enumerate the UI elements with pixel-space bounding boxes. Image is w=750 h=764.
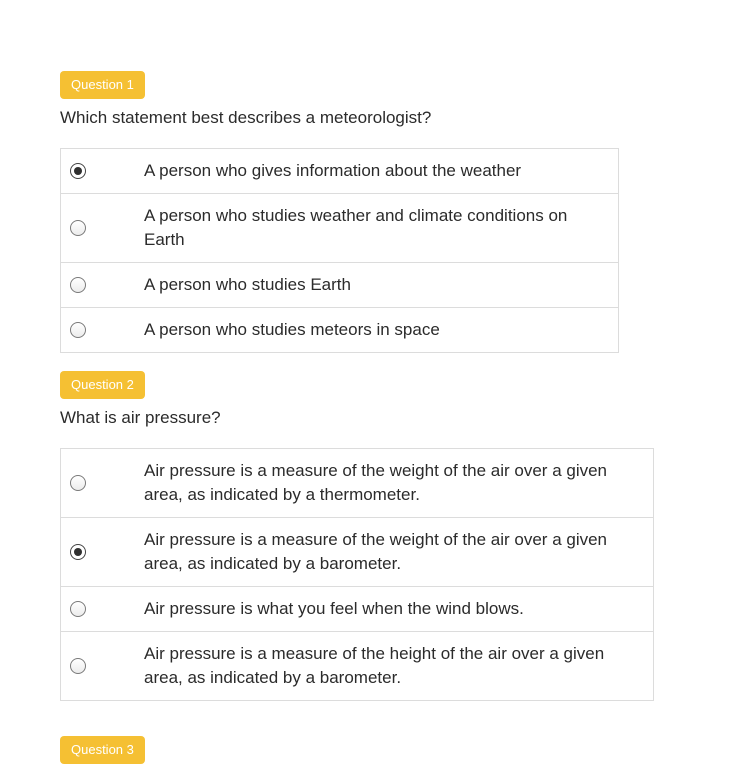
answer-option[interactable] (61, 587, 654, 632)
answer-option[interactable] (61, 194, 619, 263)
radio-button[interactable] (70, 475, 86, 491)
answer-option[interactable] (61, 449, 654, 518)
answer-option[interactable] (61, 263, 619, 308)
answer-text: Air pressure is a measure of the weight of the air over a given area, as indicated by a barometer. (128, 518, 654, 587)
radio-button[interactable] (70, 277, 86, 293)
question-badge: Question 3 (60, 736, 145, 764)
question-badge: Question 1 (60, 71, 145, 99)
radio-button[interactable] (70, 601, 86, 617)
answer-text: A person who studies meteors in space (128, 308, 619, 353)
answer-text: A person who studies weather and climate conditions on Earth (128, 194, 619, 263)
question-prompt: What is air pressure? (60, 408, 221, 427)
answer-option[interactable] (61, 518, 654, 587)
answer-text: Air pressure is a measure of the height of the air over a given area, as indicated by a barometer. (128, 632, 654, 701)
answer-choices (60, 148, 619, 353)
radio-button[interactable] (70, 220, 86, 236)
question-badge: Question 2 (60, 371, 145, 399)
answer-text: Air pressure is what you feel when the wind blows. (128, 587, 654, 632)
radio-button[interactable] (70, 322, 86, 338)
answer-option[interactable] (61, 149, 619, 194)
answer-choices (60, 448, 654, 701)
radio-button-selected[interactable] (70, 163, 86, 179)
answer-text: A person who studies Earth (128, 263, 619, 308)
question-2 (60, 371, 654, 701)
answer-option[interactable] (61, 308, 619, 353)
answer-text: A person who gives information about the weather (128, 149, 619, 194)
radio-button-selected[interactable] (70, 544, 86, 560)
question-prompt: Which statement best describes a meteorologist? (60, 108, 432, 127)
question-3 (60, 736, 145, 764)
radio-button[interactable] (70, 658, 86, 674)
question-1 (60, 71, 619, 353)
answer-text: Air pressure is a measure of the weight of the air over a given area, as indicated by a thermometer. (128, 449, 654, 518)
answer-option[interactable] (61, 632, 654, 701)
